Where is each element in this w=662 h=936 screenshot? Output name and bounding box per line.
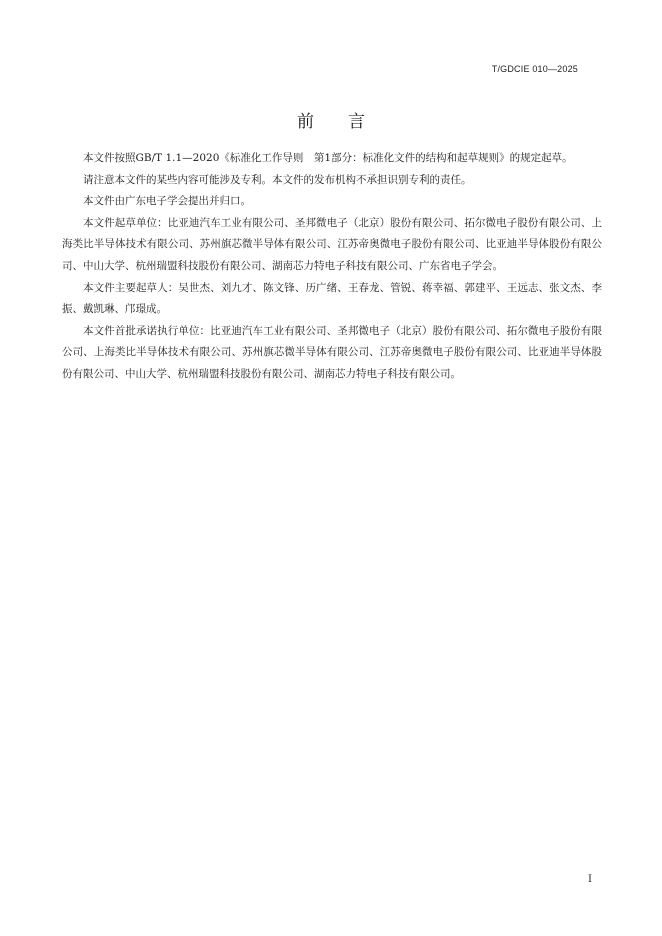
foreword-body (62, 148, 602, 386)
paragraph-first-implementers: 本文件首批承诺执行单位：比亚迪汽车工业有限公司、圣邦微电子（北京）股份有限公司、拓尔微电子股份有限公司、上海类比半导体技术有限公司、苏州旗芯微半导体有限公司、江苏帝奥微电子股份有限公司、比亚迪半导体股份有限公司、中山大学、杭州瑞盟科技股份有限公司、湖南芯力特电子科技有限公司。 (62, 324, 602, 380)
page-number: I (588, 874, 592, 885)
paragraph-drafting-units: 本文件起草单位：比亚迪汽车工业有限公司、圣邦微电子（北京）股份有限公司、拓尔微电子股份有限公司、上海类比半导体技术有限公司、苏州旗芯微半导体有限公司、江苏帝奥微电子股份有限公司、比亚迪半导体股份有限公司、中山大学、杭州瑞盟科技股份有限公司、湖南芯力特电子科技有限公司、广东省电子学会。 (62, 216, 602, 272)
page-title: 前言 (297, 112, 399, 132)
paragraph-drafting-rules: 本文件按照GB/T 1.1—2020《标准化工作导则 第1部分：标准化文件的结构和起草规则》的规定起草。 (83, 152, 573, 164)
paragraph-patent-notice: 请注意本文件的某些内容可能涉及专利。本文件的发布机构不承担识别专利的责任。 (83, 173, 472, 186)
document-code: T/GDCIE 010—2025 (491, 64, 578, 74)
paragraph-proposer: 本文件由广东电子学会提出并归口。 (83, 195, 251, 208)
paragraph-drafters: 本文件主要起草人：吴世杰、刘九才、陈文锋、历广绪、王春龙、管锐、蒋幸福、郭建平、王远志、张文杰、李振、戴凯琳、邝璟成。 (62, 281, 602, 316)
